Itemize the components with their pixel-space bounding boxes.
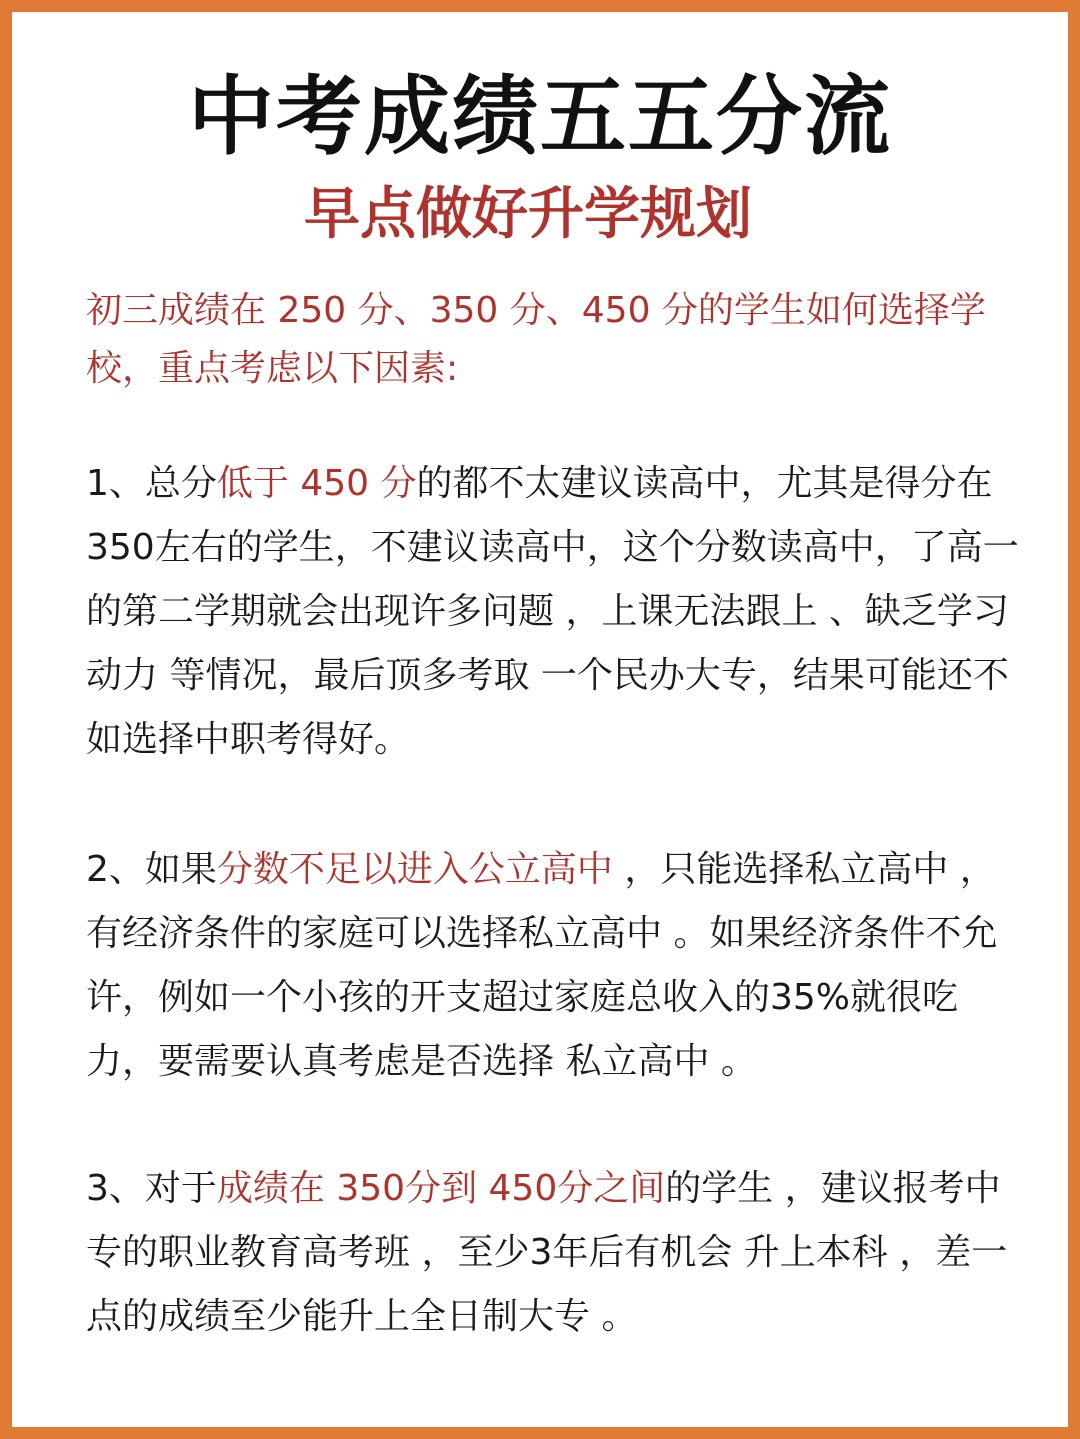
point-1-highlight: 低于 450 分 <box>216 463 417 504</box>
page-subtitle: 早点做好升学规划 <box>304 182 752 247</box>
point-2-body: ，只能选择私立高中 ，有经济条件的家庭可以选择私立高中 。如果经济条件不允许，例如一个小孩的开支超过家庭总收入的35%就很吃力，要需要认真考虑是否选择 私立高中 。 <box>86 849 998 1082</box>
content-card <box>12 12 1068 1427</box>
point-1-prefix: 1、总分 <box>86 463 217 504</box>
page-title: 中考成绩五五分流 <box>188 67 892 167</box>
point-2-highlight: 分数不足以进入公立高中 <box>216 849 613 890</box>
point-2-prefix: 2、如果 <box>86 849 217 890</box>
point-3-prefix: 3、对于 <box>86 1168 217 1209</box>
point-1 <box>86 452 1022 772</box>
intro-text: 初三成绩在 250 分、350 分、450 分的学生如何选择学校，重点考虑以下因素: <box>86 290 986 389</box>
point-3-body: 的学生 ，建议报考中专的职业教育高考班 ，至少3年后有机会 升上本科 ，差一点的成绩至少能升上全日制大专 。 <box>86 1168 1008 1337</box>
point-3 <box>86 1157 1022 1349</box>
point-3-highlight: 成绩在 350分到 450分之间 <box>216 1168 666 1209</box>
point-1-body: 的都不太建议读高中，尤其是得分在350左右的学生，不建议读高中，这个分数读高中，了高一 的第二学期就会出现许多问题 ，上课无法跟上 、缺乏学习动力 等情况，最后顶多考取 一个民办大专，结果可能还不如选择中职考得好。 <box>86 463 1019 760</box>
point-2 <box>86 838 1022 1094</box>
